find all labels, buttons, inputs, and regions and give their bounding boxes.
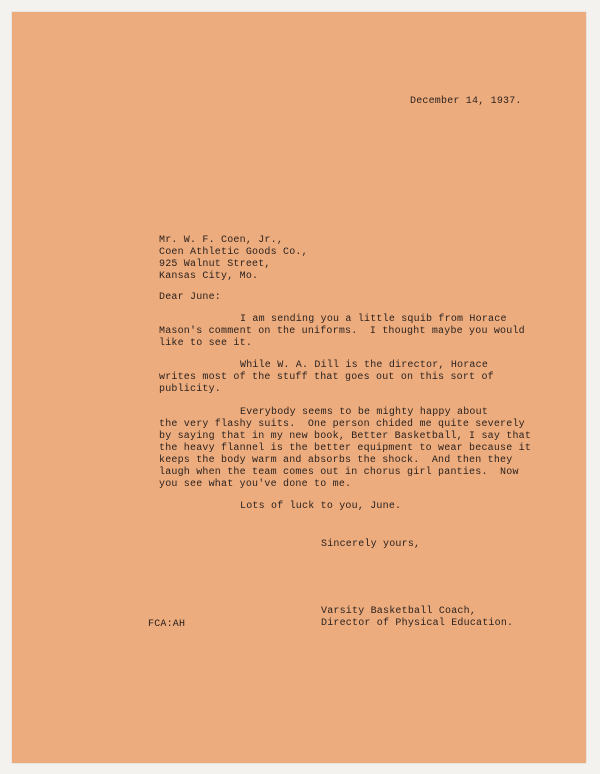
- paragraph3-line-4: the heavy flannel is the better equipment to wear because it: [159, 443, 532, 454]
- address-line-4: Kansas City, Mo.: [159, 271, 259, 282]
- paragraph3-line-7: you see what you've done to me.: [159, 479, 352, 490]
- address-line-2: Coen Athletic Goods Co.,: [159, 247, 308, 258]
- paragraph3-line-1: Everybody seems to be mighty happy about: [240, 407, 489, 418]
- salutation: Dear June:: [159, 292, 222, 303]
- paragraph3-line-6: laugh when the team comes out in chorus girl panties. Now: [159, 467, 519, 478]
- letter-page: [12, 12, 586, 763]
- letter-date: December 14, 1937.: [410, 96, 522, 107]
- closing: Sincerely yours,: [321, 539, 421, 550]
- signature-title-2: Director of Physical Education.: [321, 618, 514, 629]
- paragraph4: Lots of luck to you, June.: [240, 501, 402, 512]
- paragraph3-line-2: the very flashy suits. One person chided me quite severely: [159, 419, 525, 430]
- paragraph3-line-3: by saying that in my new book, Better Basketball, I say that: [159, 431, 532, 442]
- paragraph3-line-5: keeps the body warm and absorbs the shock. And then they: [159, 455, 513, 466]
- paragraph2-line-1: While W. A. Dill is the director, Horace: [240, 360, 489, 371]
- paragraph1-line-1: I am sending you a little squib from Horace: [240, 314, 507, 325]
- signature-title-1: Varsity Basketball Coach,: [321, 606, 477, 617]
- paragraph1-line-3: like to see it.: [159, 338, 253, 349]
- paragraph2-line-3: publicity.: [159, 384, 222, 395]
- paragraph2-line-2: writes most of the stuff that goes out on this sort of: [159, 372, 494, 383]
- address-line-3: 925 Walnut Street,: [159, 259, 271, 270]
- typist-initials: FCA:AH: [148, 619, 186, 630]
- address-line-1: Mr. W. F. Coen, Jr.,: [159, 235, 284, 246]
- paragraph1-line-2: Mason's comment on the uniforms. I thought maybe you would: [159, 326, 525, 337]
